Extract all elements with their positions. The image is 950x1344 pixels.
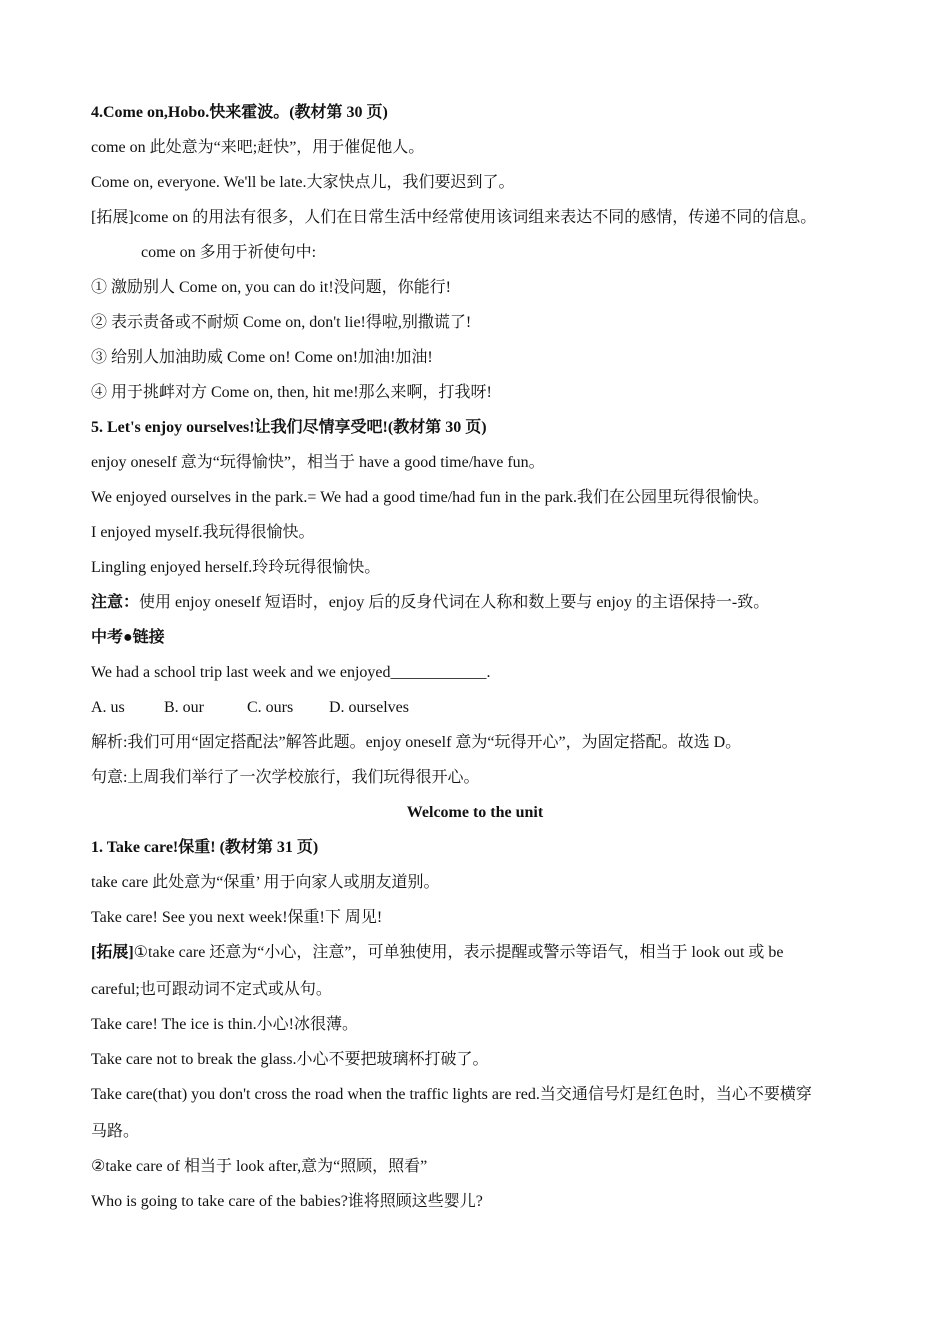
example-sentence: We enjoyed ourselves in the park.= We had a good time/had fun in the park.我们在公园里玩得很愉快。 [91,489,770,506]
heading-enjoy-ourselves: 5. Let's enjoy ourselves!让我们尽情享受吧!(教材第 30 页) [91,419,487,436]
usage-item-2: ② 表示责备或不耐烦 Come on, don't lie!得啦,别撒谎了! [91,314,472,331]
example-sentence: Take care(that) you don't cross the road when the traffic lights are red.当交通信号灯是红色时，当心不要横穿 [91,1086,812,1103]
text-line: take care 此处意为“保重’ 用于向家人或朋友道别。 [91,874,440,891]
option-a: A. us [91,699,125,716]
extension-label: [拓展] [91,944,134,961]
usage-item-1: ① 激励别人 Come on, you can do it!没问题，你能行! [91,279,451,296]
option-b: B. our [164,699,204,716]
option-d: D. ourselves [329,699,409,716]
heading-come-on: 4.Come on,Hobo.快来霍波。(教材第 30 页) [91,104,388,121]
note-line [91,593,769,613]
extension-line [91,943,784,963]
exam-link-heading: 中考●链接 [91,629,165,646]
extension-note: [拓展]come on 的用法有很多，人们在日常生活中经常使用该词组来表达不同的感情，传递不同的信息。 [91,209,817,226]
example-sentence: Take care not to break the glass.小心不要把玻璃杯打破了。 [91,1051,489,1068]
text-line: ②take care of 相当于 look after,意为“照顾，照看” [91,1158,428,1175]
extension-text: ①take care 还意为“小心，注意”，可单独使用，表示提醒或警示等语气，相当于 look out 或 be [133,944,784,961]
example-sentence: Come on, everyone. We'll be late.大家快点儿，我们要迟到了。 [91,174,515,191]
option-c: C. ours [247,699,294,716]
example-sentence: Lingling enjoyed herself.玲玲玩得很愉快。 [91,559,381,576]
example-sentence: Take care! The ice is thin.小心!冰很薄。 [91,1016,358,1033]
example-sentence: Take care! See you next week!保重!下 周见! [91,909,383,926]
text-line: enjoy oneself 意为“玩得愉快”，相当于 have a good time/have fun。 [91,454,545,471]
note-text: 使用 enjoy oneself 短语时，enjoy 后的反身代词在人称和数上要与 enjoy 的主语保持一-致。 [139,594,770,611]
usage-item-4: ④ 用于挑衅对方 Come on, then, hit me!那么来啊，打我呀! [91,384,492,401]
text-line: come on 此处意为“来吧;赶快”，用于催促他人。 [91,139,425,156]
translation-text: 句意:上周我们举行了一次学校旅行，我们玩得很开心。 [91,769,480,786]
section-title: Welcome to the unit [406,804,544,821]
usage-item-3: ③ 给别人加油助威 Come on! Come on!加油!加油! [91,349,433,366]
example-sentence: Who is going to take care of the babies?谁将照顾这些婴儿? [91,1193,483,1210]
text-line: 马路。 [91,1123,140,1140]
text-line: come on 多用于祈使句中: [141,244,317,261]
analysis-text: 解析:我们可用“固定搭配法”解答此题。enjoy oneself 意为“玩得开心”，为固定搭配。故选 D。 [91,734,742,751]
text-line: careful;也可跟动词不定式或从句。 [91,981,332,998]
answer-options [91,698,409,718]
exam-question: We had a school trip last week and we enjoyed____________. [91,664,491,681]
example-sentence: I enjoyed myself.我玩得很愉快。 [91,524,315,541]
heading-take-care: 1. Take care!保重! (教材第 31 页) [91,839,319,856]
note-label: 注意： [91,594,140,611]
